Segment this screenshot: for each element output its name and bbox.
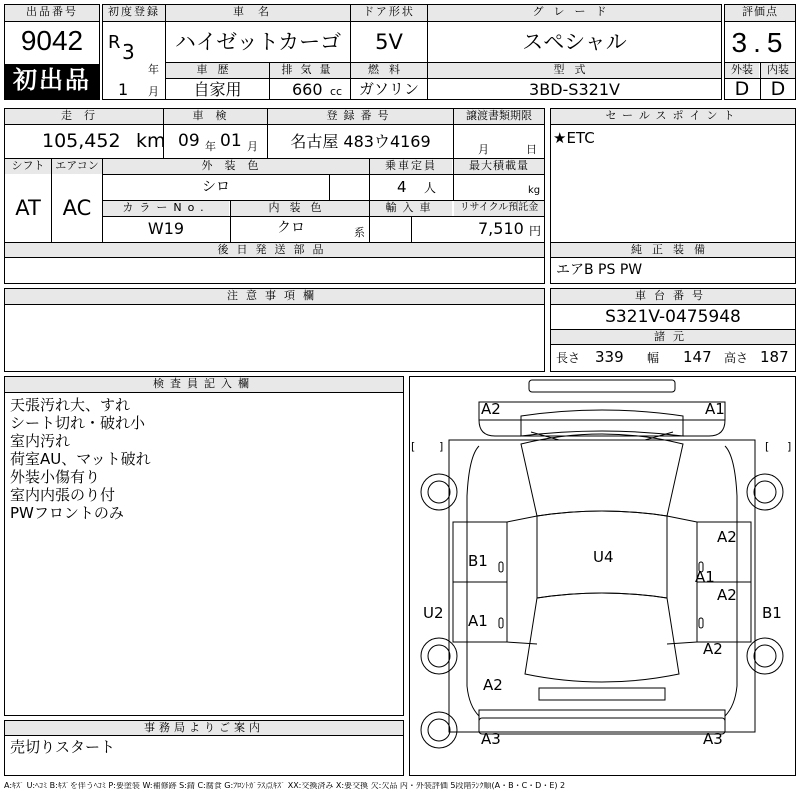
width-label: 幅: [647, 351, 660, 365]
interior-score-value: D: [770, 78, 786, 100]
damage-mark: A2: [717, 586, 737, 604]
recycle-unit: 円: [529, 224, 542, 238]
inspection-month: 01: [220, 131, 242, 151]
inspector-note: 外装小傷有り: [10, 468, 101, 486]
door-header: ドア形状: [351, 5, 427, 21]
inspector-note: 荷室AU、マット破れ: [10, 450, 151, 468]
length-value: 339: [595, 348, 624, 366]
inspector-notes: [10, 396, 151, 522]
first-listing-badge-label: 初出品: [13, 66, 91, 94]
inspector-header: 検査員記入欄: [5, 377, 403, 392]
damage-mark: A2: [481, 400, 501, 418]
inspection-year: 09: [178, 131, 200, 151]
inspector-note: 天張汚れ大、すれ: [10, 396, 131, 414]
color-no-header: カラーNo.: [103, 201, 229, 216]
inspection-header: 車検: [164, 109, 267, 124]
recycle-header: リサイクル預託金: [454, 201, 544, 216]
sales-points-header: セールスポイント: [551, 109, 795, 124]
fuel-header: 燃料: [351, 63, 427, 78]
exterior-score-value: D: [734, 78, 750, 100]
chassis-value: S321V-0475948: [605, 307, 741, 327]
svg-text:]: ]: [787, 440, 792, 453]
ext-color-value: シロ: [202, 179, 230, 195]
recycle-value: 7,510: [478, 219, 524, 238]
parts-later-header: 後日発送部品: [5, 243, 544, 257]
interior-score-header: 内装: [761, 63, 795, 78]
int-color-value: クロ: [277, 220, 305, 236]
exterior-score-header: 外装: [725, 63, 759, 78]
svg-text:[: [: [765, 440, 770, 453]
car-name-value: ハイゼットカーゴ: [174, 30, 342, 54]
dimensions-header: 諸元: [551, 330, 795, 344]
damage-mark: A2: [483, 676, 503, 694]
office-header: 事務局よりご案内: [5, 721, 403, 735]
damage-mark: B1: [468, 552, 488, 570]
first-reg-era: R: [108, 32, 121, 53]
door-value: 5V: [375, 30, 403, 54]
inspector-note: シート切れ・破れ小: [10, 414, 146, 432]
aircon-value: AC: [62, 196, 92, 220]
inspection-year-unit: 年: [205, 140, 216, 153]
damage-mark: A1: [468, 612, 488, 630]
chassis-header: 車台番号: [551, 289, 795, 304]
capacity-value: 4: [397, 178, 407, 196]
inspector-note: 室内内張のり付: [10, 486, 116, 504]
transfer-header: 譲渡書類期限: [454, 109, 544, 124]
caution-header: 注意事項欄: [5, 289, 544, 304]
car-name-header: 車名: [166, 5, 350, 21]
legend-text: A:ｷｽﾞ U:ﾍｺﾐ B:ｷｽﾞを伴うﾍｺﾐ P:要塗装 W:補修跡 S:錆 C:腐食 G:ﾌﾛﾝﾄｶﾞﾗｽ点ｷｽﾞ XX:交換済み X:要交換 欠:欠品 内・外装評価 5段階ﾗﾝｸ順(A・B・C・D・E) 2: [4, 782, 566, 790]
score-header: 評価点: [725, 5, 795, 21]
damage-mark: B1: [762, 604, 782, 622]
office-text: 売切りスタート: [10, 738, 116, 756]
equipment-value: エアB PS PW: [556, 262, 643, 278]
mileage-unit: km: [136, 130, 166, 152]
import-header: 輸入車: [370, 201, 452, 216]
displacement-header: 排気量: [270, 63, 350, 78]
first-reg-month-unit: 月: [148, 85, 159, 98]
int-color-unit: 系: [354, 226, 365, 239]
color-no-value: W19: [147, 219, 185, 238]
transfer-month-unit: 月: [478, 143, 489, 156]
sales-points-text: ★ETC: [553, 129, 595, 147]
width-value: 147: [683, 348, 712, 366]
inspection-month-unit: 月: [247, 140, 258, 153]
damage-mark: A3: [703, 730, 723, 748]
lot-header: 出品番号: [5, 5, 99, 21]
svg-text:]: ]: [439, 440, 444, 453]
fuel-value: ガソリン: [358, 80, 419, 98]
capacity-unit: 人: [424, 181, 437, 195]
inspector-note: PWフロントのみ: [10, 504, 124, 522]
plate-value: 名古屋 483ウ4169: [290, 132, 431, 151]
svg-text:[: [: [411, 440, 416, 453]
first-reg-month: 1: [118, 80, 129, 99]
first-reg-year-unit: 年: [148, 63, 159, 76]
mileage-value: 105,452: [42, 130, 121, 152]
score-value: 3.5: [731, 27, 789, 58]
lot-number: 9042: [20, 25, 84, 56]
inspector-note: 室内汚れ: [10, 432, 71, 450]
damage-mark: A2: [703, 640, 723, 658]
equipment-header: 純正装備: [551, 243, 795, 257]
aircon-header: エアコン: [52, 159, 102, 174]
history-header: 車歴: [166, 63, 269, 78]
plate-header: 登録番号: [268, 109, 453, 124]
first-reg-year: 3: [122, 40, 135, 64]
car-diagram-drawing: [409, 376, 796, 776]
ext-color-header: 外装色: [103, 159, 369, 174]
mileage-header: 走行: [5, 109, 163, 124]
model-header: 型式: [428, 63, 721, 78]
height-label: 高さ: [724, 351, 749, 365]
damage-mark: A1: [695, 568, 715, 586]
first-reg-header: 初度登録: [103, 5, 165, 21]
shift-value: AT: [15, 196, 41, 220]
shift-header: シフト: [5, 159, 51, 174]
grade-value: スペシャル: [522, 30, 627, 54]
transfer-day-unit: 日: [526, 143, 537, 156]
damage-mark: A1: [705, 400, 725, 418]
int-color-header: 内装色: [231, 201, 369, 216]
damage-mark: U4: [593, 548, 614, 566]
damage-mark: U2: [423, 604, 444, 622]
capacity-header: 乗車定員: [370, 159, 452, 174]
length-label: 長さ: [556, 351, 581, 365]
height-value: 187: [760, 348, 789, 366]
displacement-value: 660: [292, 80, 323, 99]
max-load-unit: kg: [528, 185, 541, 196]
max-load-header: 最大積載量: [454, 159, 544, 174]
model-value: 3BD-S321V: [529, 80, 620, 99]
damage-mark: A2: [717, 528, 737, 546]
damage-mark: A3: [481, 730, 501, 748]
displacement-unit: cc: [330, 85, 343, 98]
history-value: 自家用: [193, 80, 242, 99]
grade-header: グレード: [428, 5, 721, 21]
